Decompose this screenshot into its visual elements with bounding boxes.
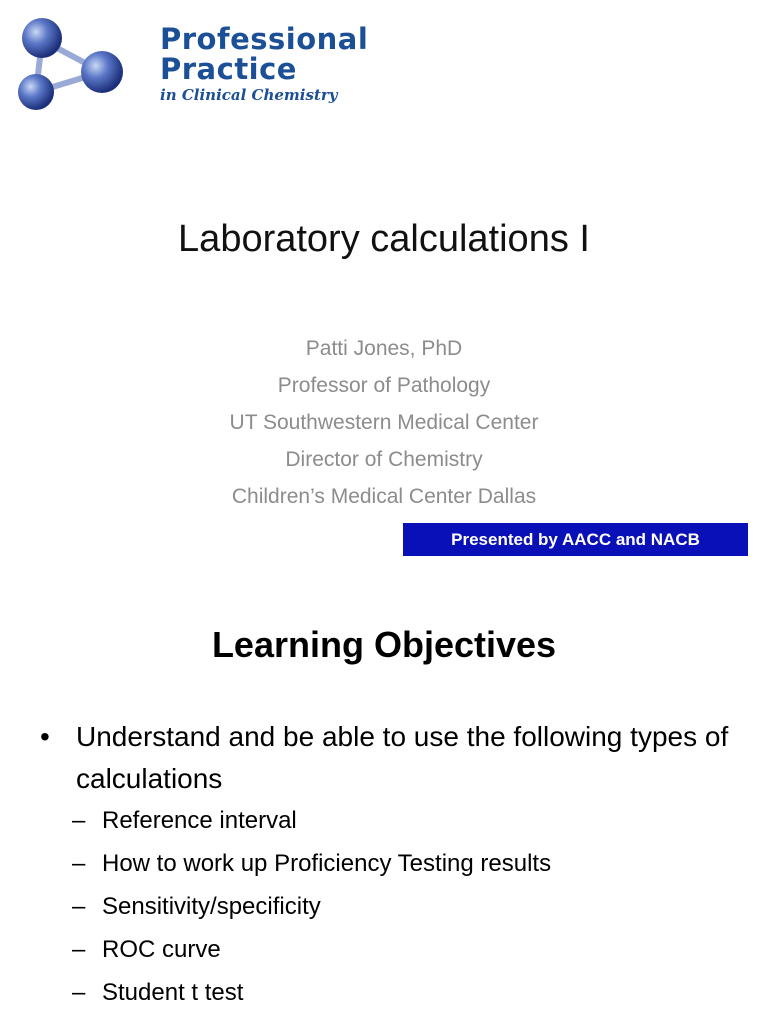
list-item-text: ROC curve [102,936,221,963]
list-item-text: Reference interval [102,807,297,834]
list-item [72,975,551,1018]
logo [10,14,400,114]
logo-line-professional: Professional [160,22,369,56]
logo-text [160,24,368,106]
list-item [72,803,551,846]
bullet-icon: • [40,721,50,752]
bullet-text: Understand and be able to use the following types of calculations [76,721,729,794]
slide-heading: Learning Objectives [211,624,557,665]
dash-icon: – [72,807,86,834]
presenter-hospital: Children’s Medical Center Dallas [231,485,537,508]
list-item [72,932,551,975]
list-item-text: Sensitivity/specificity [102,893,321,920]
presenter-title: Professor of Pathology [277,374,491,397]
list-item-text: How to work up Proficiency Testing results [102,850,552,877]
presenter-role: Director of Chemistry [285,448,483,471]
dash-icon: – [72,936,86,963]
logo-line-clinical-chemistry: in Clinical Chemistry [160,86,338,104]
presenter-institution: UT Southwestern Medical Center [229,411,539,434]
dash-icon: – [72,979,86,1006]
presented-by-banner: Presented by AACC and NACB [403,523,748,556]
presenter-name: Patti Jones, PhD [305,337,463,360]
dash-icon: – [72,850,86,877]
objectives-slide [0,576,768,1024]
presenter-info [0,330,768,515]
molecule-logo-icon [10,14,140,114]
list-item [72,846,551,889]
main-bullet [40,716,740,800]
list-item-text: Student t test [102,979,244,1006]
dash-icon: – [72,893,86,920]
calculation-types-list [72,803,551,1018]
logo-line-practice: Practice [160,52,297,86]
list-item [72,889,551,932]
slide-title: Laboratory calculations I [178,218,590,260]
